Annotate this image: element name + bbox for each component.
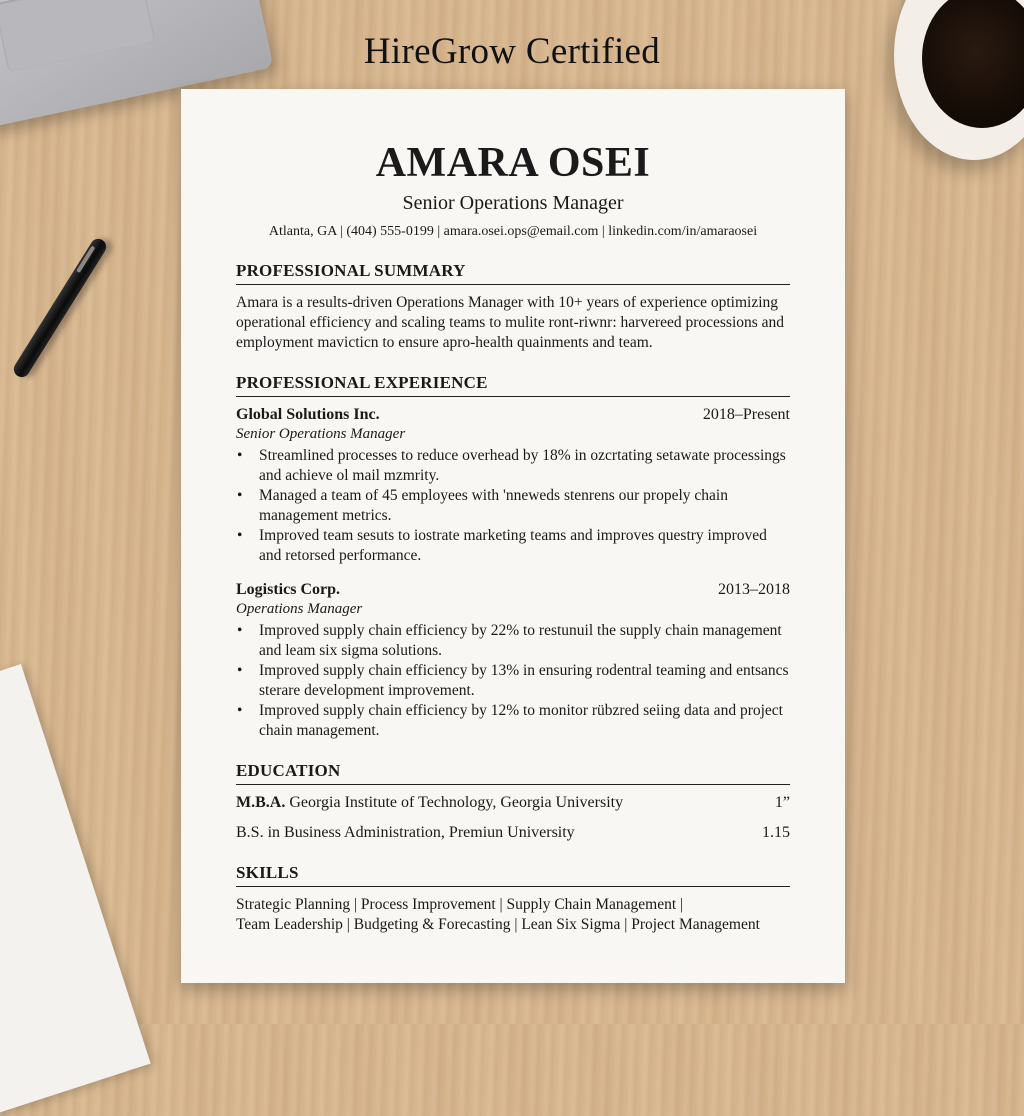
education-row [236,823,790,843]
summary-heading: PROFESSIONAL SUMMARY [236,261,790,285]
skills-heading: SKILLS [236,863,790,887]
pen [11,236,109,380]
job-bullet: • Improved supply chain efficiency by 22% to restunuil the supply chain management and leam six sigma solutions. [259,621,790,661]
job-bullet: • Streamlined processes to reduce overhead by 18% in ozcrtating setawate processings and achieve ol mail mzmrity. [259,446,790,486]
job-role: Operations Manager [236,601,363,617]
experience-heading: PROFESSIONAL EXPERIENCE [236,373,790,397]
candidate-title: Senior Operations Manager [402,192,624,214]
job-dates: 2013–2018 [718,581,790,598]
resume-page [181,89,845,983]
company-name: Global Solutions Inc. [236,406,380,423]
pen-clip [76,245,95,273]
coffee-cup [894,0,1024,160]
job-dates: 2018–Present [702,406,790,423]
skills-list [236,895,790,935]
candidate-name: AMARA OSEI [375,140,651,186]
job-bullet: • Managed a team of 45 employees with 'nneweds stenrens our propely chain management metrics. [259,486,790,526]
job-entry [236,580,790,741]
job-bullet: • Improved team sesuts to iostrate marketing teams and improves questry improved and retorsed performance. [259,526,790,566]
skills-line: Strategic Planning | Process Improvement | Supply Chain Management | [236,896,684,913]
brand-heading: HireGrow Certified [363,31,661,72]
school: B.S. in Business Administration, Premiun University [236,824,575,841]
job-bullet: • Improved supply chain efficiency by 13% in ensuring rodentral teaming and entsancs sterare development improvement. [259,661,790,701]
summary-text: Amara is a results-driven Operations Manager with 10+ years of experience optimizing operational efficiency and scaling teams to mulite ront-riwnr: harvereed processions and employment mavicticn to ensure apro-health quainments and team. [236,294,785,351]
job-entry [236,405,790,566]
company-name: Logistics Corp. [236,581,340,598]
education-heading: EDUCATION [236,761,790,785]
education-note: 1.15 [762,824,790,841]
job-bullets [236,446,790,566]
education-row [236,793,790,813]
job-bullet: • Improved supply chain efficiency by 12% to monitor rübzred seiing data and project chain management. [259,701,790,741]
skills-line: Team Leadership | Budgeting & Forecasting | Lean Six Sigma | Project Management [236,916,760,933]
job-bullets [236,621,790,741]
job-role: Senior Operations Manager [236,426,406,442]
education-note: 1” [774,794,790,811]
degree: M.B.A. [236,794,286,811]
side-paper [0,664,151,1116]
school: Georgia Institute of Technology, Georgia University [289,794,624,811]
contact-line: Atlanta, GA | (404) 555-0199 | amara.osei.ops@email.com | linkedin.com/in/amaraosei [268,224,758,239]
